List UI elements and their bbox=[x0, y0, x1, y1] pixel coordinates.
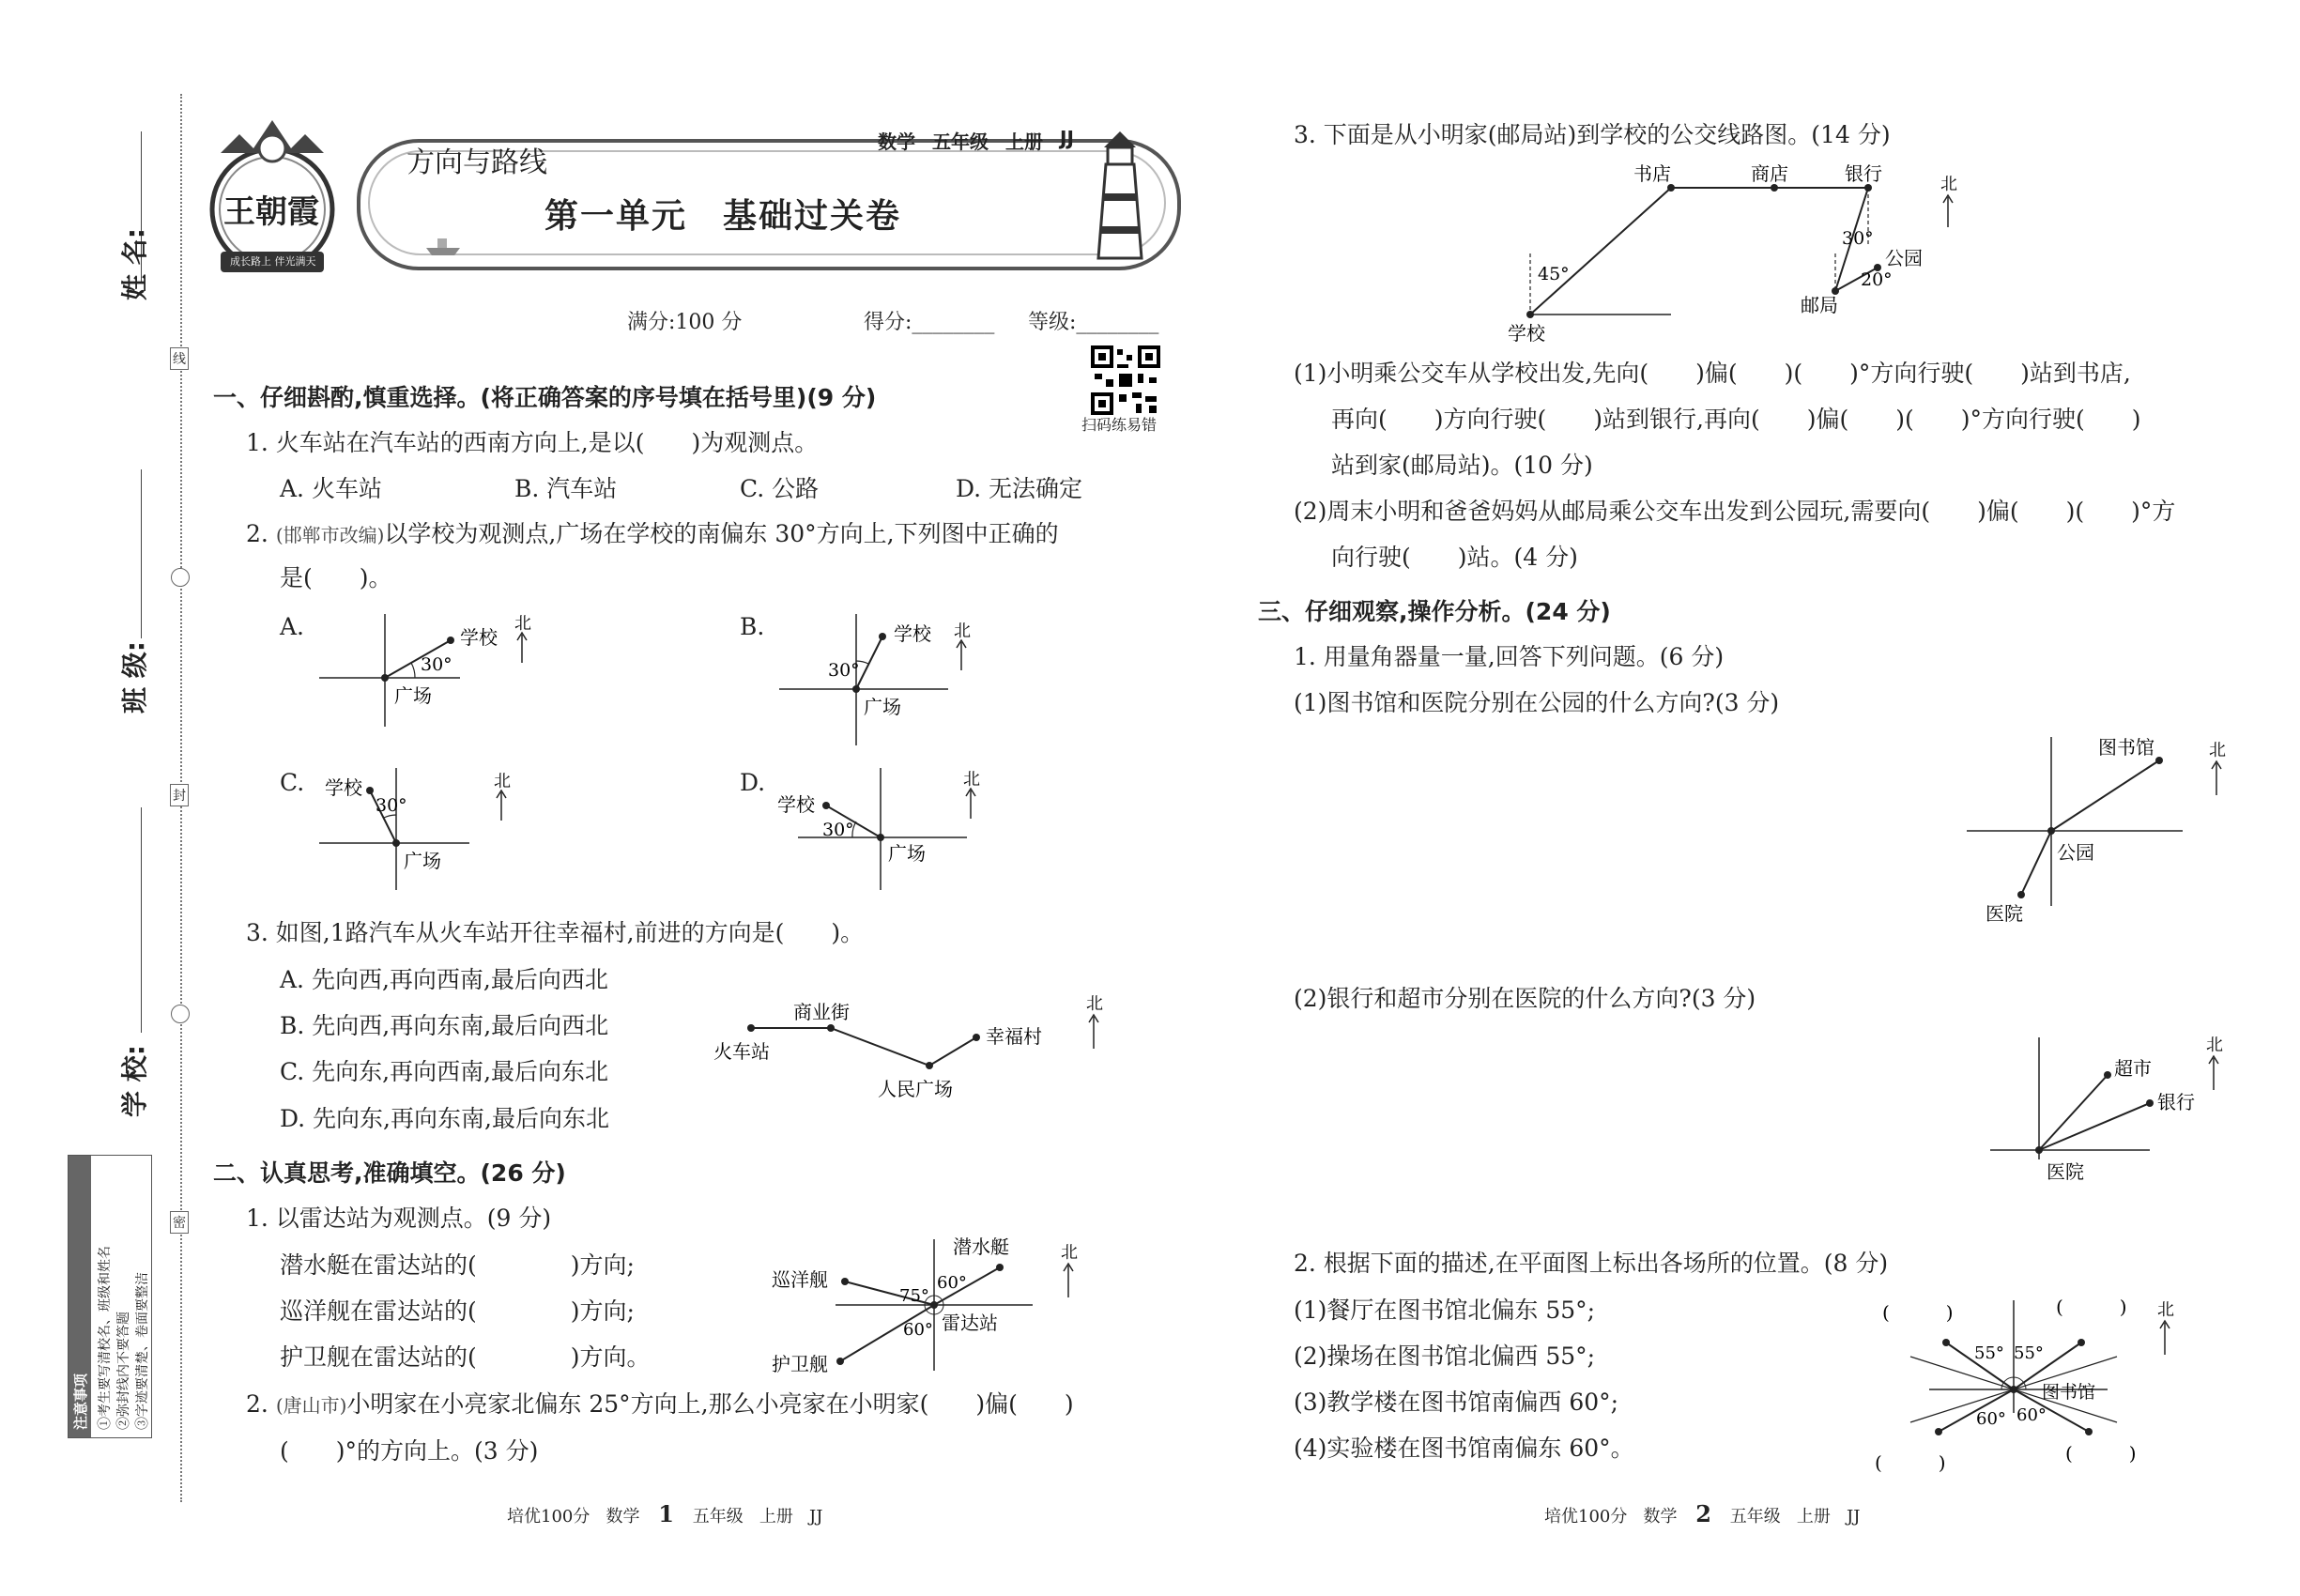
question-1-1: 1. 火车站在汽车站的西南方向上,是以( )为观测点。 bbox=[246, 429, 819, 456]
footer-right bbox=[1544, 1500, 1860, 1527]
footer-grade: 五年级 bbox=[1729, 1507, 1781, 1527]
question-2-3-part1[interactable]: 再向( )方向行驶( )站到银行,再向( )偏( )( )°方向行驶( ) bbox=[1331, 406, 2141, 433]
answer-blank[interactable]: ( ) bbox=[1882, 1301, 1954, 1324]
angle-label: 30° bbox=[828, 660, 860, 681]
description-line: (4)实验楼在图书馆南偏东 60°。 bbox=[1294, 1435, 1634, 1462]
footer-subject: 数学 bbox=[1643, 1507, 1678, 1527]
cruiser-label: 巡洋舰 bbox=[772, 1268, 828, 1291]
unit-topic: 方向与路线 bbox=[406, 146, 547, 179]
angle-label: 30° bbox=[421, 654, 452, 675]
library-label: 图书馆 bbox=[2098, 736, 2154, 759]
bus-route-map bbox=[709, 990, 1131, 1113]
school-blank[interactable] bbox=[141, 807, 142, 1033]
park-label: 公园 bbox=[2057, 841, 2094, 864]
school-label: 学 校: bbox=[119, 1045, 150, 1117]
village-label: 幸福村 bbox=[986, 1025, 1042, 1048]
cut-mark-1: 线 bbox=[170, 347, 189, 370]
bus-line-diagram bbox=[1493, 160, 1981, 347]
question-3-1-part1: (1)图书馆和医院分别在公园的什么方向?(3 分) bbox=[1294, 689, 1780, 716]
answer-blank[interactable]: ( ) bbox=[1875, 1451, 1946, 1474]
diagram-option-d[interactable] bbox=[770, 762, 1004, 894]
cut-mark-3: 密 bbox=[170, 1211, 189, 1234]
subject-meta bbox=[878, 127, 1074, 154]
angle-label: 75° bbox=[899, 1286, 929, 1306]
angle-label: 60° bbox=[2016, 1405, 2047, 1425]
question-2-2-line2[interactable]: ( )°的方向上。(3 分) bbox=[280, 1437, 539, 1465]
question-2-2 bbox=[246, 1389, 1074, 1420]
diagram-option-a-label[interactable]: A. bbox=[280, 613, 305, 640]
section-2-title: 二、认真思考,准确填空。(26 分) bbox=[213, 1159, 566, 1187]
page-number: 2 bbox=[1695, 1500, 1711, 1527]
meta-edition: JJ bbox=[1060, 127, 1074, 149]
full-score: 满分:100 分 bbox=[627, 311, 743, 334]
north-label: 北 bbox=[954, 622, 971, 641]
fill-line[interactable]: 巡洋舰在雷达站的( )方向; bbox=[280, 1297, 635, 1325]
notes-box bbox=[68, 1155, 152, 1438]
north-label: 北 bbox=[1940, 175, 1957, 194]
station-label: 火车站 bbox=[713, 1040, 770, 1063]
grade-field[interactable]: 等级:________ bbox=[1028, 311, 1159, 334]
page-title: 第一单元 基础过关卷 bbox=[544, 197, 902, 236]
meta-subject: 数学 bbox=[878, 130, 915, 153]
meta-volume: 上册 bbox=[1005, 130, 1043, 153]
hospital-label: 医院 bbox=[1986, 902, 2023, 925]
lighthouse-icon bbox=[1078, 127, 1162, 268]
angle-label: 55° bbox=[2014, 1343, 2044, 1363]
library-label: 图书馆 bbox=[2042, 1382, 2096, 1403]
square-label: 广场 bbox=[864, 696, 901, 718]
park-diagram bbox=[1957, 728, 2239, 934]
question-1-2-line2: 是( )。 bbox=[280, 564, 392, 591]
angle-label: 60° bbox=[1976, 1409, 2006, 1429]
diagram-option-b[interactable] bbox=[770, 608, 1004, 749]
source-tag: (唐山市) bbox=[275, 1394, 347, 1417]
bookstore-label: 书店 bbox=[1633, 162, 1671, 185]
post-office-label: 邮局 bbox=[1801, 294, 1838, 316]
angle-label: 45° bbox=[1538, 264, 1570, 284]
school-label: 学校 bbox=[1508, 322, 1545, 345]
description-line: (1)餐厅在图书馆北偏东 55°; bbox=[1294, 1297, 1596, 1324]
diagram-option-a[interactable] bbox=[310, 608, 544, 730]
class-label: 班 级: bbox=[119, 641, 150, 714]
option-c[interactable]: C. 先向东,再向西南,最后向东北 bbox=[280, 1058, 609, 1085]
question-2-1: 1. 以雷达站为观测点。(9 分) bbox=[246, 1205, 552, 1232]
section-3-title: 三、仔细观察,操作分析。(24 分) bbox=[1258, 598, 1611, 625]
school-label: 学校 bbox=[325, 776, 362, 799]
option-c[interactable]: C. 公路 bbox=[740, 475, 820, 502]
diagram-option-b-label[interactable]: B. bbox=[740, 613, 765, 640]
question-text[interactable]: 小明家在小亮家北偏东 25°方向上,那么小亮家在小明家( )偏( ) bbox=[346, 1390, 1074, 1418]
meta-grade: 五年级 bbox=[932, 130, 989, 153]
score-field[interactable]: 得分:________ bbox=[864, 311, 995, 334]
store-label: 商店 bbox=[1751, 162, 1788, 185]
option-d[interactable]: D. 先向东,再向东南,最后向东北 bbox=[280, 1105, 609, 1132]
angle-label: 20° bbox=[1861, 269, 1893, 290]
school-label: 学校 bbox=[894, 622, 931, 645]
logo-text: 王朝霞 bbox=[223, 193, 319, 231]
footer-edition: JJ bbox=[1847, 1507, 1861, 1527]
option-a[interactable]: A. 火车站 bbox=[280, 475, 382, 502]
angle-label: 30° bbox=[822, 820, 854, 840]
square-label: 人民广场 bbox=[878, 1078, 953, 1100]
angle-label: 60° bbox=[937, 1273, 967, 1293]
logo-slogan: 成长路上 伴光满天 bbox=[230, 255, 316, 268]
footer-edition: JJ bbox=[809, 1507, 823, 1527]
footer-series: 培优100分 bbox=[1544, 1507, 1628, 1527]
hospital-diagram bbox=[1981, 1028, 2234, 1188]
fill-line[interactable]: 潜水艇在雷达站的( )方向; bbox=[280, 1251, 635, 1279]
north-label: 北 bbox=[2157, 1300, 2174, 1320]
footer-subject: 数学 bbox=[606, 1507, 640, 1527]
question-3-2: 2. 根据下面的描述,在平面图上标出各场所的位置。(8 分) bbox=[1294, 1250, 1889, 1277]
north-label: 北 bbox=[963, 770, 980, 790]
square-label: 广场 bbox=[888, 842, 926, 865]
notes-title: 注意事项 bbox=[72, 1373, 89, 1430]
bank-label: 银行 bbox=[2157, 1091, 2195, 1113]
notes-item: ③字迹要清楚、卷面要整洁 bbox=[135, 1272, 150, 1430]
punch-hole-icon bbox=[171, 1005, 190, 1023]
question-1-3: 3. 如图,1路汽车从火车站开往幸福村,前进的方向是( )。 bbox=[246, 919, 865, 946]
qr-code-icon[interactable] bbox=[1091, 345, 1160, 415]
answer-blank[interactable]: ( ) bbox=[2056, 1296, 2127, 1318]
square-label: 广场 bbox=[404, 850, 441, 872]
bank-label: 银行 bbox=[1845, 162, 1882, 185]
north-label: 北 bbox=[2209, 741, 2226, 760]
option-a[interactable]: A. 先向西,再向西南,最后向西北 bbox=[280, 966, 608, 993]
question-number: 2. bbox=[246, 1390, 268, 1418]
cut-mark-2: 封 bbox=[170, 784, 189, 806]
north-label: 北 bbox=[494, 772, 511, 791]
diagram-option-c[interactable] bbox=[310, 762, 544, 894]
north-label: 北 bbox=[2206, 1036, 2223, 1055]
answer-blank[interactable]: ( ) bbox=[2065, 1442, 2137, 1465]
name-label: 姓 名: bbox=[119, 228, 150, 300]
street-label: 商业街 bbox=[793, 1001, 850, 1023]
angle-label: 60° bbox=[903, 1320, 933, 1340]
question-2-3-part2[interactable]: (2)周末小明和爸爸妈妈从邮局乘公交车出发到公园玩,需要向( )偏( )( )°方 bbox=[1294, 498, 2176, 525]
footer-grade: 五年级 bbox=[692, 1507, 744, 1527]
radar-label: 雷达站 bbox=[942, 1312, 998, 1334]
question-3-1: 1. 用量角器量一量,回答下列问题。(6 分) bbox=[1294, 643, 1725, 670]
angle-label: 30° bbox=[1842, 228, 1874, 249]
square-label: 广场 bbox=[394, 684, 432, 707]
question-2-3-part1[interactable]: (1)小明乘公交车从学校出发,先向( )偏( )( )°方向行驶( )站到书店, bbox=[1294, 360, 2131, 387]
punch-hole-icon bbox=[171, 568, 190, 587]
question-2-3-part2[interactable]: 向行驶( )站。(4 分) bbox=[1331, 544, 1578, 571]
hospital-label: 医院 bbox=[2047, 1160, 2084, 1183]
footer-series: 培优100分 bbox=[507, 1507, 590, 1527]
option-b[interactable]: B. 汽车站 bbox=[514, 475, 618, 502]
class-blank[interactable] bbox=[141, 469, 142, 638]
library-plan-diagram[interactable] bbox=[1873, 1281, 2211, 1479]
question-number: 2. bbox=[246, 520, 268, 547]
north-label: 北 bbox=[514, 614, 531, 634]
north-label: 北 bbox=[1061, 1243, 1078, 1263]
radar-diagram bbox=[760, 1230, 1098, 1380]
angle-label: 55° bbox=[1974, 1343, 2004, 1363]
park-label: 公园 bbox=[1885, 247, 1923, 269]
qr-caption: 扫码练易错 bbox=[1081, 416, 1158, 434]
question-2-3: 3. 下面是从小明家(邮局站)到学校的公交线路图。(14 分) bbox=[1294, 121, 1891, 148]
footer-volume: 上册 bbox=[1796, 1507, 1831, 1527]
school-label: 学校 bbox=[460, 626, 498, 649]
question-2-3-part1[interactable]: 站到家(邮局站)。(10 分) bbox=[1331, 452, 1593, 479]
market-label: 超市 bbox=[2114, 1057, 2152, 1080]
boat-icon bbox=[424, 235, 462, 257]
fill-line[interactable]: 护卫舰在雷达站的( )方向。 bbox=[280, 1343, 651, 1371]
escort-label: 护卫舰 bbox=[772, 1353, 828, 1375]
page-number: 1 bbox=[658, 1500, 674, 1527]
diagram-option-d-label[interactable]: D. bbox=[740, 769, 766, 796]
source-tag: (邯郸市改编) bbox=[275, 524, 385, 546]
footer-volume: 上册 bbox=[759, 1507, 793, 1527]
angle-label: 30° bbox=[376, 795, 407, 816]
option-b[interactable]: B. 先向西,再向东南,最后向西北 bbox=[280, 1012, 609, 1039]
question-1-2 bbox=[246, 519, 1059, 550]
section-1-title: 一、仔细斟酌,慎重选择。(将正确答案的序号填在括号里)(9 分) bbox=[213, 384, 877, 411]
description-line: (2)操场在图书馆北偏西 55°; bbox=[1294, 1343, 1596, 1370]
diagram-option-c-label[interactable]: C. bbox=[280, 769, 305, 796]
north-label: 北 bbox=[1086, 994, 1103, 1014]
footer-left bbox=[507, 1500, 822, 1527]
question-3-1-part2: (2)银行和超市分别在医院的什么方向?(3 分) bbox=[1294, 985, 1756, 1012]
question-text: 以学校为观测点,广场在学校的南偏东 30°方向上,下列图中正确的 bbox=[384, 520, 1059, 547]
notes-item: ②弥封线内不要答题 bbox=[116, 1312, 131, 1430]
option-d[interactable]: D. 无法确定 bbox=[956, 475, 1083, 502]
notes-item: ①考生要写清校名、班级和姓名 bbox=[98, 1246, 113, 1430]
submarine-label: 潜水艇 bbox=[953, 1235, 1009, 1258]
school-label: 学校 bbox=[777, 793, 815, 816]
description-line: (3)教学楼在图书馆南偏西 60°; bbox=[1294, 1389, 1619, 1416]
